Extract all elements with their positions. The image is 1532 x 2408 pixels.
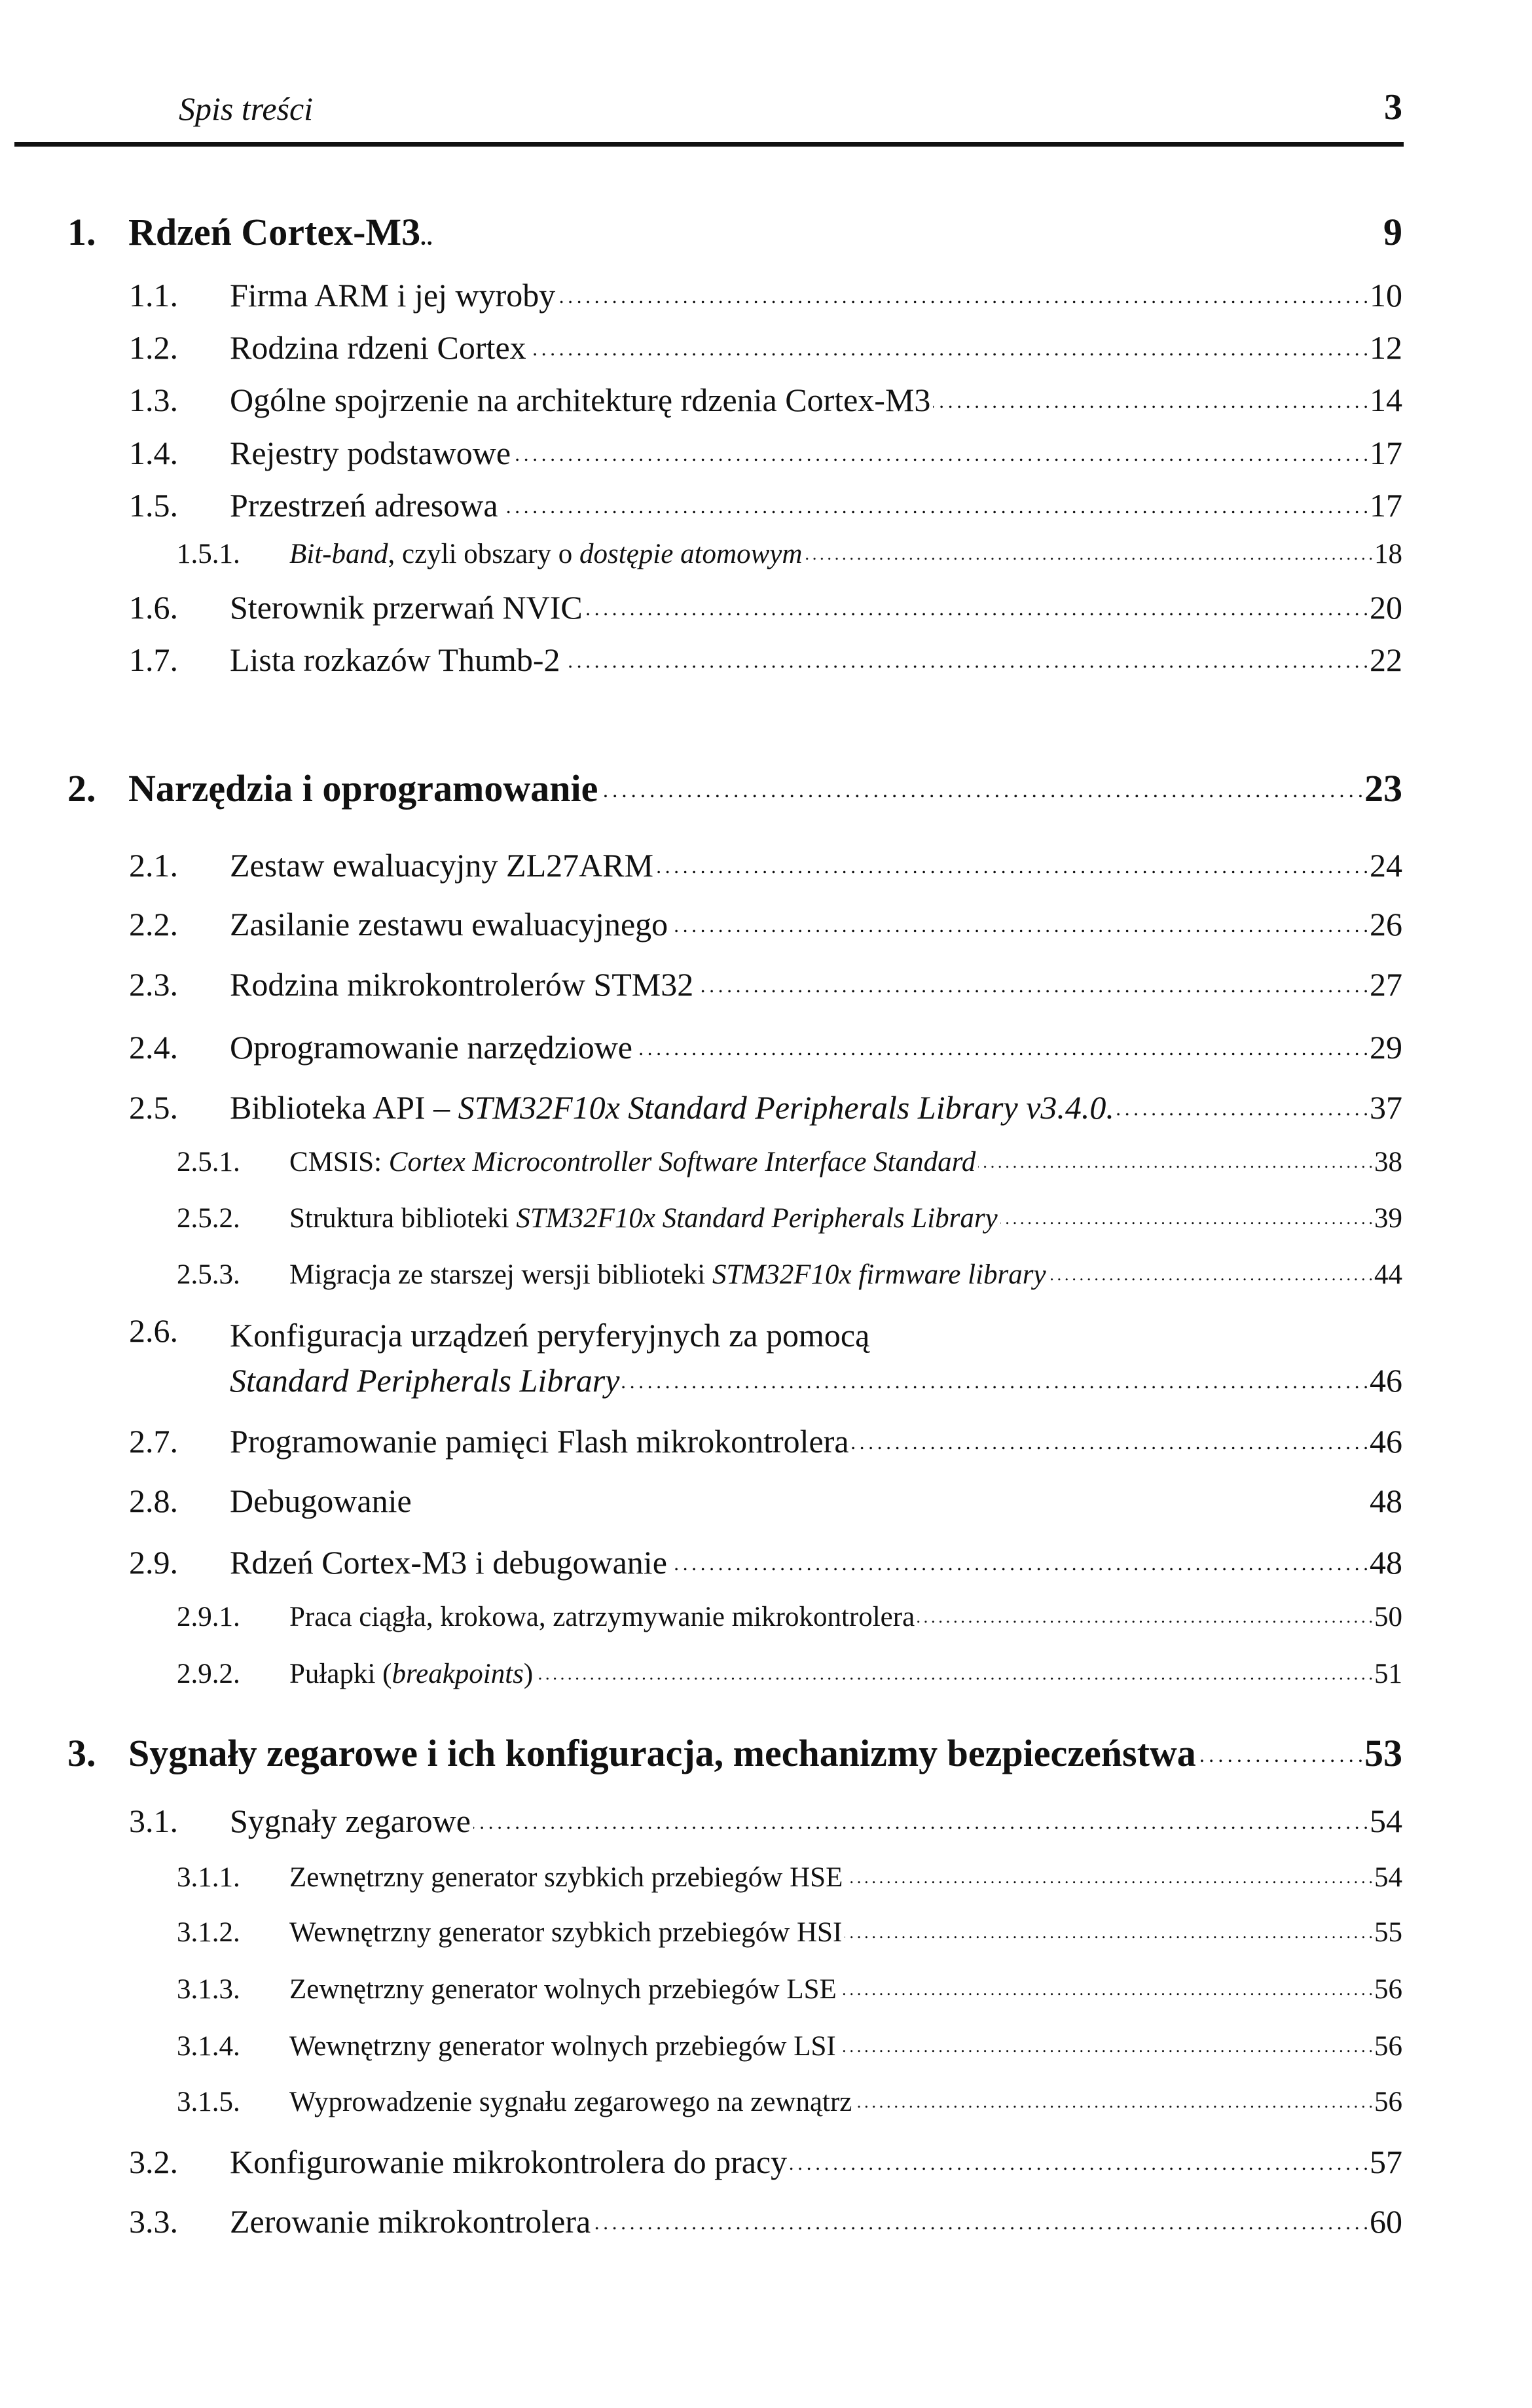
entry-page: 55 — [1374, 1917, 1402, 1948]
toc-entry-3-1[interactable] — [129, 1799, 1402, 1840]
toc-entry-3-3[interactable] — [129, 2200, 1402, 2240]
entry-number: 1. — [67, 211, 96, 253]
toc-entry-1-7[interactable] — [129, 638, 1402, 679]
toc-entry-1-6[interactable] — [129, 586, 1402, 626]
toc-entry-2-6[interactable] — [129, 1312, 1402, 1399]
entry-number: 1.6. — [129, 589, 178, 626]
toc-entry-3-1-1[interactable] — [177, 1858, 1402, 1894]
toc-entry-1-5[interactable] — [129, 484, 1402, 524]
dot-leader — [513, 431, 1368, 464]
entry-page: 46 — [1370, 1362, 1402, 1399]
entry-page: 22 — [1370, 641, 1402, 678]
entry-page: 39 — [1374, 1203, 1402, 1234]
dot-leader — [670, 1541, 1368, 1573]
entry-title: Rdzeń Cortex-M3 i debugowanie — [230, 1544, 667, 1581]
entry-page: 60 — [1370, 2203, 1402, 2240]
entry-page: 18 — [1374, 539, 1402, 569]
entry-title: Wewnętrzny generator wolnych przebiegów LSI — [289, 2031, 836, 2062]
entry-number: 3.2. — [129, 2144, 178, 2180]
toc-entry-2-8[interactable] — [129, 1479, 1402, 1520]
entry-number: 2.8. — [129, 1483, 178, 1519]
toc-entry-2-5-2[interactable] — [177, 1199, 1402, 1234]
entry-title-line-2-row — [230, 1359, 1402, 1399]
dot-leader — [656, 844, 1368, 876]
entry-number: 3.3. — [129, 2203, 178, 2240]
toc-entry-3-1-3[interactable] — [177, 1970, 1402, 2005]
toc-entry-2-3[interactable] — [129, 963, 1402, 1003]
entry-number: 1.2. — [129, 329, 178, 366]
entry-page: 24 — [1370, 847, 1402, 884]
entry-number: 1.4. — [129, 435, 178, 471]
entry-number: 1.5. — [129, 487, 178, 524]
entry-number: 3. — [67, 1732, 96, 1774]
entry-number: 2. — [67, 767, 96, 810]
dot-leader — [917, 1598, 1372, 1626]
entry-title: Biblioteka API – STM32F10x Standard Peripherals Library v3.4.0. — [230, 1089, 1114, 1126]
dot-leader — [1117, 1086, 1368, 1119]
entry-title: Oprogramowanie narzędziowe — [230, 1029, 632, 1066]
entry-number: 3.1.3. — [177, 1974, 240, 2005]
toc-entry-3-1-4[interactable] — [177, 2027, 1402, 2062]
entry-title: Sterownik przerwań NVIC — [230, 589, 583, 626]
entry-title: Programowanie pamięci Flash mikrokontrolera — [230, 1423, 849, 1460]
dot-leader — [978, 1143, 1372, 1171]
dot-leader — [593, 2200, 1368, 2233]
entry-page: 27 — [1370, 966, 1402, 1003]
toc-entry-1-2[interactable] — [129, 326, 1402, 367]
trailing-dots: .. — [420, 225, 433, 250]
entry-page: 29 — [1370, 1029, 1402, 1066]
entry-number: 1.3. — [129, 382, 178, 418]
dot-leader — [670, 903, 1368, 935]
dot-leader — [1000, 1199, 1372, 1227]
toc-entry-3-2[interactable] — [129, 2140, 1402, 2181]
entry-title: Bit-band, czyli obszary o dostępie atomowym — [289, 539, 803, 569]
toc-entry-2-9[interactable] — [129, 1541, 1402, 1581]
entry-page: 54 — [1370, 1803, 1402, 1839]
entry-title: Wewnętrzny generator szybkich przebiegów HSI — [289, 1917, 843, 1948]
entry-page: 38 — [1374, 1147, 1402, 1177]
toc-entry-2-1[interactable] — [129, 844, 1402, 884]
toc-entry-2-2[interactable] — [129, 903, 1402, 943]
entry-number: 3.1. — [129, 1803, 178, 1839]
toc-entry-1-5-1[interactable] — [177, 535, 1402, 570]
toc-entry-1-3[interactable] — [129, 378, 1402, 419]
entry-title-line-1: Konfiguracja urządzeń peryferyjnych za pomocą — [230, 1317, 870, 1354]
toc-entry-2-5-1[interactable] — [177, 1143, 1402, 1178]
entry-title: Narzędzia i oprogramowanie — [128, 767, 598, 810]
toc-entry-2-4[interactable] — [129, 1026, 1402, 1066]
entry-title: Wyprowadzenie sygnału zegarowego na zewnątrz — [289, 2087, 852, 2117]
entry-title-wrap — [230, 1312, 1402, 1399]
dot-leader — [790, 2140, 1368, 2173]
entry-title: Lista rozkazów Thumb-2 — [230, 641, 560, 678]
entry-number: 2.5.1. — [177, 1147, 240, 1177]
dot-leader — [436, 207, 1381, 245]
entry-title: Firma ARM i jej wyroby — [230, 277, 556, 314]
entry-title: Praca ciągła, krokowa, zatrzymywanie mikrokontrolera — [289, 1602, 915, 1632]
toc-entry-2-7[interactable] — [129, 1420, 1402, 1460]
dot-leader — [585, 586, 1368, 619]
toc-entry-1-4[interactable] — [129, 431, 1402, 472]
entry-page: 20 — [1370, 589, 1402, 626]
entry-page: 14 — [1370, 382, 1402, 418]
entry-title: Zerowanie mikrokontrolera — [230, 2203, 591, 2240]
entry-page: 48 — [1370, 1544, 1402, 1581]
entry-number: 2.9.2. — [177, 1659, 240, 1689]
dot-leader — [414, 1479, 1368, 1512]
entry-number: 2.6. — [129, 1312, 178, 1349]
entry-page: 12 — [1370, 329, 1402, 366]
entry-page: 37 — [1370, 1089, 1402, 1126]
entry-title: Rdzeń Cortex-M3.. — [128, 211, 433, 253]
entry-title: Migracja ze starszej wersji biblioteki STM32F10x firmware library — [289, 1259, 1046, 1290]
entry-page: 17 — [1370, 487, 1402, 524]
entry-title: Ogólne spojrzenie na architekturę rdzenia Cortex-M3 — [230, 382, 931, 418]
dot-leader — [622, 1359, 1368, 1392]
entry-page: 9 — [1383, 211, 1402, 253]
dot-leader — [473, 1799, 1368, 1832]
entry-title: CMSIS: Cortex Microcontroller Software Interface Standard — [289, 1147, 976, 1177]
dot-leader — [1049, 1255, 1372, 1284]
entry-page: 50 — [1374, 1602, 1402, 1632]
dot-leader — [852, 1420, 1368, 1452]
entry-title: Konfigurowanie mikrokontrolera do pracy — [230, 2144, 788, 2180]
entry-page: 57 — [1370, 2144, 1402, 2180]
dot-leader — [845, 1913, 1372, 1941]
dot-leader — [529, 326, 1368, 359]
running-head-title: Spis treści — [179, 90, 314, 127]
entry-page: 10 — [1370, 277, 1402, 314]
dot-leader — [536, 1655, 1372, 1683]
entry-number: 1.5.1. — [177, 539, 240, 569]
entry-title: Rodzina rdzeni Cortex — [230, 329, 526, 366]
entry-title: Struktura biblioteki STM32F10x Standard Peripherals Library — [289, 1203, 998, 1234]
entry-number: 2.3. — [129, 966, 178, 1003]
entry-title: Zasilanie zestawu ewaluacyjnego — [230, 906, 668, 943]
entry-title: Przestrzeń adresowa — [230, 487, 498, 524]
toc-entry-1-1[interactable] — [129, 274, 1402, 314]
entry-number: 2.5.3. — [177, 1259, 240, 1290]
dot-leader — [845, 1858, 1372, 1886]
toc-entry-2-5-3[interactable] — [177, 1255, 1402, 1291]
entry-page: 53 — [1364, 1732, 1402, 1774]
entry-page: 26 — [1370, 906, 1402, 943]
entry-page: 54 — [1374, 1862, 1402, 1893]
entry-title: Pułapki (breakpoints) — [289, 1659, 534, 1689]
entry-number: 3.1.2. — [177, 1917, 240, 1948]
entry-number: 2.9. — [129, 1544, 178, 1581]
entry-number: 2.4. — [129, 1029, 178, 1066]
entry-page: 56 — [1374, 2031, 1402, 2062]
entry-title: Zewnętrzny generator wolnych przebiegów LSE — [289, 1974, 837, 2005]
entry-number: 2.9.1. — [177, 1602, 240, 1632]
entry-title: Debugowanie — [230, 1483, 412, 1519]
entry-page: 46 — [1370, 1423, 1402, 1460]
toc-entry-3-1-5[interactable] — [177, 2083, 1402, 2118]
entry-number: 2.5.2. — [177, 1203, 240, 1234]
entry-page: 23 — [1364, 767, 1402, 810]
dot-leader — [635, 1026, 1368, 1058]
entry-title: Sygnały zegarowe — [230, 1803, 471, 1839]
dot-leader — [563, 638, 1368, 671]
dot-leader — [1199, 1728, 1362, 1766]
entry-page: 48 — [1370, 1483, 1402, 1519]
entry-number: 2.5. — [129, 1089, 178, 1126]
entry-page: 51 — [1374, 1659, 1402, 1689]
dot-leader — [854, 2083, 1372, 2111]
toc-entry-2-5[interactable] — [129, 1086, 1402, 1126]
entry-number: 2.7. — [129, 1423, 178, 1460]
entry-number: 3.1.4. — [177, 2031, 240, 2062]
entry-title: Zestaw ewaluacyjny ZL27ARM — [230, 847, 654, 884]
toc-chapter-3[interactable] — [67, 1728, 1402, 1775]
entry-number: 1.7. — [129, 641, 178, 678]
entry-number: 1.1. — [129, 277, 178, 314]
entry-page: 44 — [1374, 1259, 1402, 1290]
dot-leader — [696, 963, 1368, 996]
entry-number: 3.1.5. — [177, 2087, 240, 2117]
page-number: 3 — [1384, 87, 1402, 128]
dot-leader — [805, 535, 1372, 563]
toc-chapter-1[interactable] — [67, 207, 1402, 254]
entry-page: 56 — [1374, 1974, 1402, 2005]
dot-leader — [558, 274, 1368, 306]
entry-title-line-2: Standard Peripherals Library — [230, 1362, 620, 1399]
entry-title: Zewnętrzny generator szybkich przebiegów HSE — [289, 1862, 843, 1893]
toc-entry-2-9-1[interactable] — [177, 1598, 1402, 1633]
toc-chapter-2[interactable] — [67, 763, 1402, 810]
entry-page: 17 — [1370, 435, 1402, 471]
entry-title: Rodzina mikrokontrolerów STM32 — [230, 966, 694, 1003]
dot-leader — [839, 1970, 1372, 1998]
entry-page: 56 — [1374, 2087, 1402, 2117]
entry-number: 3.1.1. — [177, 1862, 240, 1893]
entry-title: Sygnały zegarowe i ich konfiguracja, mechanizmy bezpieczeństwa — [128, 1732, 1196, 1774]
dot-leader — [933, 378, 1368, 411]
dot-leader — [839, 2027, 1372, 2055]
toc-entry-3-1-2[interactable] — [177, 1913, 1402, 1949]
toc-entry-2-9-2[interactable] — [177, 1655, 1402, 1690]
dot-leader — [600, 763, 1362, 801]
dot-leader — [501, 484, 1368, 516]
entry-title: Rejestry podstawowe — [230, 435, 511, 471]
entry-number: 2.2. — [129, 906, 178, 943]
entry-number: 2.1. — [129, 847, 178, 884]
